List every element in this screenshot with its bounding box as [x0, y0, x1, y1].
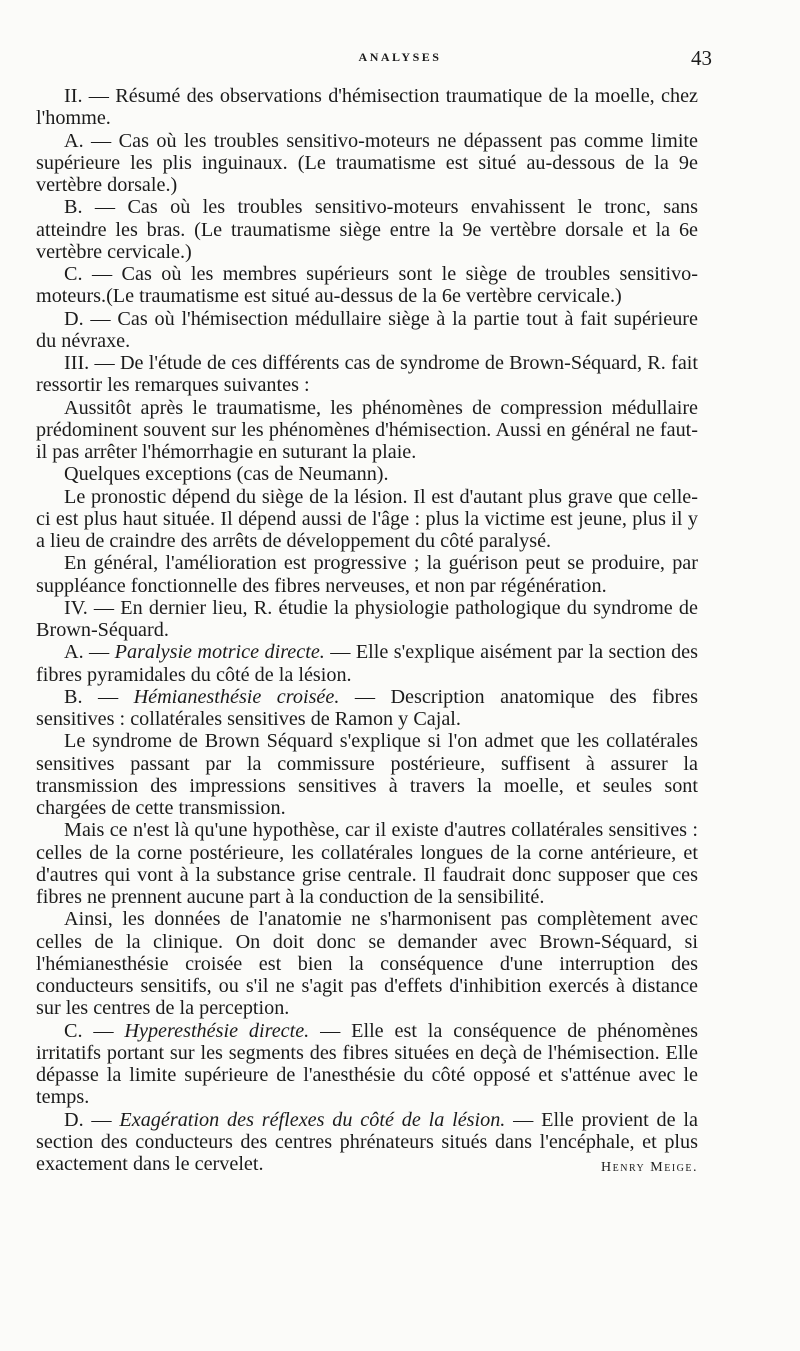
paragraph: C. — Hyperesthésie directe. — Elle est la conséquence de phénomènes irritatifs portant sur les segments des fibres situées en deçà de l'hémisection. Elle dépasse la limite supérieure de l'anesthésie du côté opposé et s'atténue avec le temps.	[36, 1019, 699, 1109]
paragraph: III. — De l'étude de ces différents cas de syndrome de Brown-Séquard, R. fait ressortir les remarques suivantes :	[36, 352, 698, 397]
paragraph: A. — Paralysie motrice directe. — Elle s'explique aisément par la section des fibres pyramidales du côté de la lésion.	[36, 641, 698, 686]
section-heading-italic: Exagération des réflexes du côté de la lésion.	[119, 1108, 506, 1131]
paragraph: Le syndrome de Brown Séquard s'explique si l'on admet que les collatérales sensitives passant par la commissure postérieure, suffisent à assurer la transmission des impressions sensitives à travers la moelle, et seules sont chargées de cette transmission.	[36, 730, 698, 819]
page-number: 43	[691, 46, 712, 70]
section-heading-italic: Paralysie motrice directe.	[114, 641, 325, 664]
paragraph: D. — Cas où l'hémisection médullaire siège à la partie tout à fait supérieure du névraxe.	[36, 307, 698, 352]
paragraph: A. — Cas où les troubles sensitivo-moteurs ne dépassent pas comme limite supérieure les plis inguinaux. (Le traumatisme est situé au-dessous de la 9e vertèbre dorsale.)	[36, 129, 698, 196]
paragraph: D. — Exagération des réflexes du côté de la lésion. — Elle provient de la section des conducteurs des centres phrénateurs situés dans l'encéphale, et plus exactement dans le cervelet. Henry Meige.	[36, 1109, 698, 1176]
paragraph: IV. — En dernier lieu, R. étudie la physiologie pathologique du syndrome de Brown-Séquard.	[36, 596, 698, 641]
running-head: ANALYSES	[358, 50, 442, 64]
paragraph: Le pronostic dépend du siège de la lésion. Il est d'autant plus grave que celle-ci est plus haut située. Il dépend aussi de l'âge : plus la victime est jeune, plus il y a lieu de craindre des arrêts de développement du côté paralysé.	[36, 485, 698, 552]
paragraph: Ainsi, les données de l'anatomie ne s'harmonisent pas complètement avec celles de la clinique. On doit donc se demander avec Brown-Séquard, si l'hémianesthésie croisée est bien la conséquence d'une interruption des conducteurs sensitifs, ou s'il ne s'agit pas d'effets d'inhibition exercés à distance sur les centres de la perception.	[36, 908, 698, 1020]
page-header	[0, 46, 800, 74]
paragraph: II. — Résumé des observations d'hémisection traumatique de la moelle, chez l'homme.	[36, 85, 698, 130]
paragraph: Mais ce n'est là qu'une hypothèse, car il existe d'autres collatérales sensitives : celles de la corne postérieure, les collatérales longues de la corne antérieure, et d'autres qui vont à la substance grise centrale. Il faudrait donc supposer que ces fibres ne prennent aucune part à la conduction de la sensibilité.	[36, 819, 698, 908]
section-heading-italic: Hyperesthésie directe.	[124, 1019, 310, 1042]
paragraph: C. — Cas où les membres supérieurs sont le siège de troubles sensitivo-moteurs.(Le traumatisme est situé au-dessus de la 6e vertèbre cervicale.)	[36, 263, 698, 308]
author-signature: Henry Meige.	[601, 1160, 698, 1175]
paragraph: B. — Hémianesthésie croisée. — Description anatomique des fibres sensitives : collatérales sensitives de Ramon y Cajal.	[36, 685, 698, 730]
section-heading-italic: Hémianesthésie croisée.	[133, 685, 340, 708]
paragraph: Quelques exceptions (cas de Neumann).	[64, 463, 389, 486]
paragraph: Aussitôt après le traumatisme, les phénomènes de compression médullaire prédominent souvent sur les phénomènes d'hémisection. Aussi en général ne faut-il pas arrêter l'hémorrhagie en suturant la plaie.	[36, 396, 698, 463]
article-body	[36, 85, 698, 1179]
paragraph: B. — Cas où les troubles sensitivo-moteurs envahissent le tronc, sans atteindre les bras. (Le traumatisme siège entre la 9e vertèbre dorsale et la 6e vertèbre cervicale.)	[36, 196, 698, 263]
paragraph: En général, l'amélioration est progressive ; la guérison peut se produire, par suppléance fonctionnelle des fibres nerveuses, et non par régénération.	[36, 552, 698, 597]
